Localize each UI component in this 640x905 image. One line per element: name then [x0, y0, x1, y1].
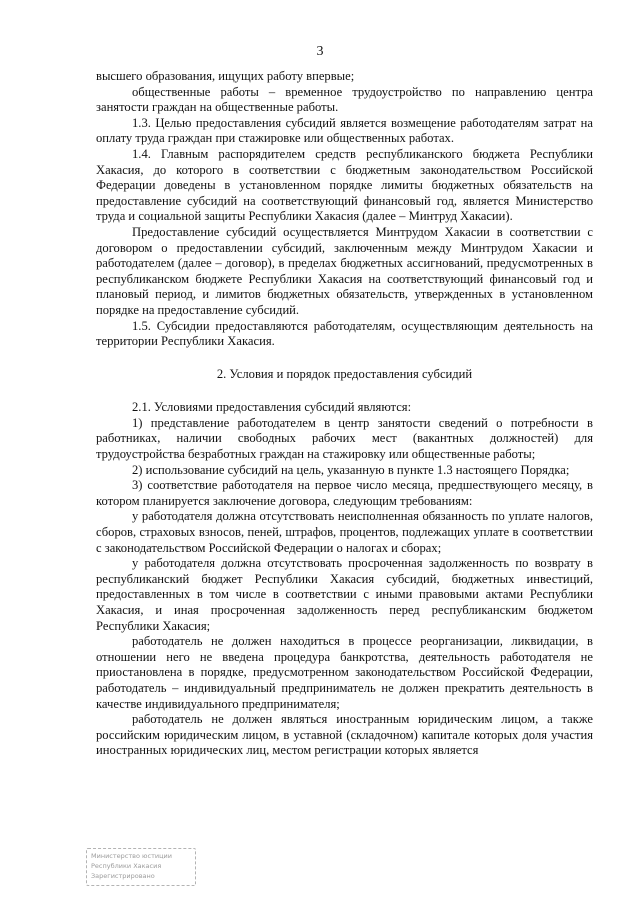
paragraph: 3) соответствие работодателя на первое число месяца, предшествующего месяцу, в котором планируется заключение договора, следующим требованиям:	[96, 478, 593, 508]
paragraph: Предоставление субсидий осуществляется Минтрудом Хакасии в соответствии с договором о предоставлении субсидий, заключенным между Минтрудом Хакасии и работодателем (далее – договор), в пределах бюджетных ассигнований, предусмотренных в республиканском бюджете Республики Хакасия на соответствующий финансовый год и плановый период, и лимитов бюджетных обязательств, утвержденных в установленном порядке на предоставление субсидий.	[96, 224, 593, 317]
paragraph: общественные работы – временное трудоустройство по направлению центра занятости граждан на общественные работы.	[96, 84, 593, 115]
paragraph: 2) использование субсидий на цель, указанную в пункте 1.3 настоящего Порядка;	[132, 462, 570, 477]
section-heading: 2. Условия и порядок предоставления субсидий	[216, 366, 473, 381]
paragraph: работодатель не должен находиться в процессе реорганизации, ликвидации, в отношении него не введена процедура банкротства, деятельность работодателя не приостановлена в порядке, предусмотренном законодательством Российской Федерации, работодатель – индивидуальный предприниматель не должен прекратить деятельность в качестве индивидуального предпринимателя;	[96, 634, 593, 711]
stamp-line: Министерство юстиции	[91, 852, 172, 860]
paragraph: у работодателя должна отсутствовать неисполненная обязанность по уплате налогов, сборов, страховых взносов, пеней, штрафов, процентов, подлежащих уплате в соответствии с законодательством Российской Федерации о налогах и сборах;	[96, 509, 593, 555]
document-body	[96, 69, 593, 759]
paragraph: 1) представление работодателем в центр занятости сведений о потребности в работниках, наличии свободных рабочих мест (вакантных должностей) для трудоустройства безработных граждан на стажировку или общественные работы;	[96, 415, 593, 462]
stamp-line: Зарегистрировано	[91, 872, 155, 880]
registration-stamp	[86, 848, 196, 886]
paragraph: работодатель не должен являться иностранным юридическим лицом, а также российским юридическим лицом, в уставной (складочном) капитале которых доля участия иностранных юридических лиц, местом регистрации которых является	[96, 712, 593, 758]
stamp-line: Республики Хакасия	[91, 862, 162, 870]
page-number: 3	[316, 44, 324, 59]
paragraph: 1.3. Целью предоставления субсидий является возмещение работодателям затрат на оплату труда граждан при стажировке или общественных работах.	[96, 115, 593, 146]
paragraph: 1.5. Субсидии предоставляются работодателям, осуществляющим деятельность на территории Республики Хакасия.	[96, 318, 593, 349]
paragraph: у работодателя должна отсутствовать просроченная задолженность по возврату в республиканский бюджет Республики Хакасия субсидий, бюджетных инвестиций, предоставленных в том числе в соответствии с иными правовыми актами Республики Хакасия, и иная просроченная задолженность перед республиканским бюджетом Республики Хакасия;	[96, 556, 593, 633]
paragraph: высшего образования, ищущих работу впервые;	[96, 69, 355, 83]
paragraph: 1.4. Главным распорядителем средств республиканского бюджета Республики Хакасия, до которого в соответствии с бюджетным законодательством Российской Федерации доведены в установленном порядке лимиты бюджетных обязательств на предоставление субсидий на соответствующий финансовый год, является Министерство труда и социальной защиты Республики Хакасия (далее – Минтруд Хакасии).	[96, 146, 593, 224]
paragraph: 2.1. Условиями предоставления субсидий являются:	[132, 400, 412, 415]
